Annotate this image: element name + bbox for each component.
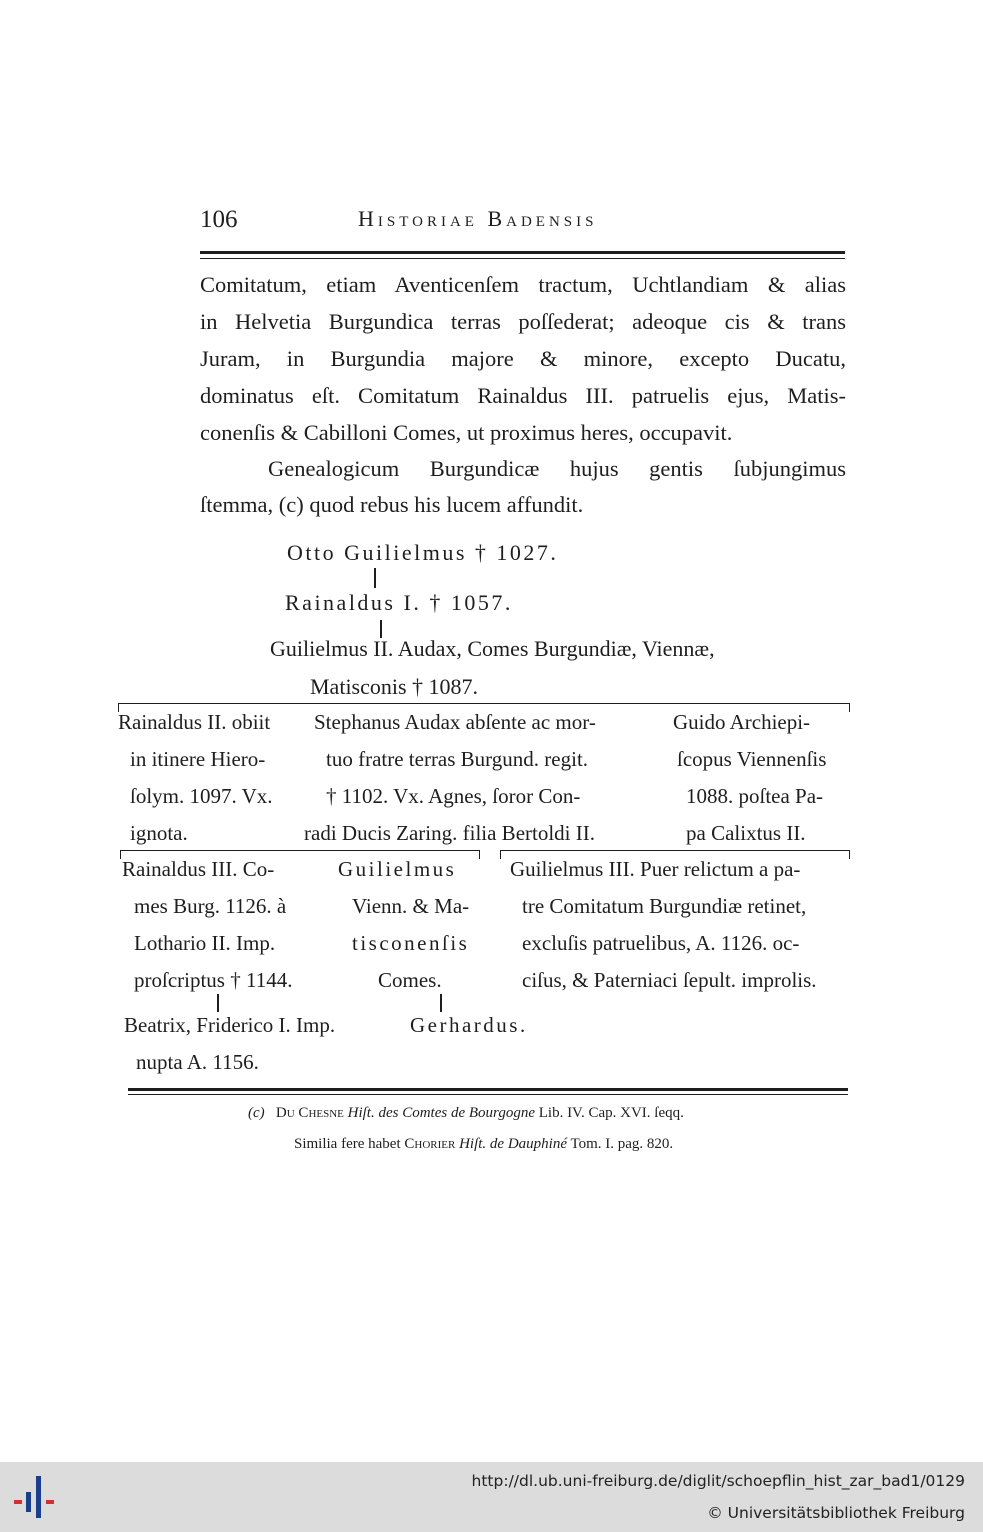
- running-title: Historiae Badensis: [358, 206, 598, 231]
- cell-line: Comes.: [378, 968, 442, 992]
- tree-connector: [374, 568, 376, 588]
- gen1-otto: Otto Guilielmus † 1027.: [287, 540, 559, 565]
- footnote-author: Du Chesne: [275, 1105, 344, 1121]
- cell-line: Guilielmus: [338, 857, 457, 881]
- cell-line: ignota.: [130, 821, 188, 845]
- footnote-rule-thin: [128, 1094, 848, 1095]
- cell-line: ſolym. 1097. Vx.: [130, 784, 273, 808]
- cell-line: tre Comitatum Burgundiæ retinet,: [522, 894, 807, 918]
- cell-line: Lothario II. Imp.: [134, 931, 276, 955]
- cell-line: nupta A. 1156.: [136, 1050, 259, 1074]
- cell-line: pa Calixtus II.: [686, 821, 806, 845]
- header-rule-thick: [200, 251, 845, 254]
- gen3-guilielmus-line1: Guilielmus II. Audax, Comes Burgundiæ, Viennæ,: [270, 636, 715, 661]
- gen6-gerhardus: Gerhardus.: [410, 1013, 528, 1037]
- footnote-title: Hiſt. des Comtes de Bourgogne: [347, 1105, 535, 1121]
- text-line: dominatus eſt. Comitatum Rainaldus III. patruelis ejus, Matis-: [200, 383, 846, 408]
- cell-line: 1088. poſtea Pa-: [686, 784, 824, 808]
- cell-line: tuo fratre terras Burgund. regit.: [326, 747, 589, 771]
- text-line: Juram, in Burgundia majore & minore, excepto Ducatu,: [200, 346, 846, 371]
- gen3-guilielmus-line2: Matisconis † 1087.: [310, 674, 479, 699]
- footnote-line-2: [294, 1136, 673, 1153]
- footnote-mark: (c): [248, 1105, 265, 1121]
- footer-copyright: © Universitätsbibliothek Freiburg: [707, 1504, 965, 1522]
- text-line: in Helvetia Burgundica terras poſſederat; adeoque cis & trans: [200, 309, 846, 334]
- cell-line: ſcopus Viennenſis: [677, 747, 827, 771]
- text-line: conenſis & Cabilloni Comes, ut proximus heres, occupavit.: [200, 420, 733, 445]
- text-line: Genealogicum Burgundicæ hujus gentis ſubjungimus: [268, 456, 846, 481]
- cell-line: Rainaldus II. obiit: [118, 710, 271, 734]
- cell-line: Guido Archiepi-: [673, 710, 811, 734]
- cell-line: in itinere Hiero-: [130, 747, 266, 771]
- cell-line: ciſus, & Paterniaci ſepult. improlis.: [522, 968, 817, 992]
- cell-line: Rainaldus III. Co-: [122, 857, 275, 881]
- page-number: 106: [200, 206, 238, 233]
- gen2-rainaldus: Rainaldus I. † 1057.: [285, 590, 513, 615]
- header-rule-thin: [200, 258, 845, 259]
- footnote-line-1: [248, 1105, 684, 1122]
- cell-line: radi Ducis Zaring. filia Bertoldi II.: [304, 821, 595, 845]
- cell-line: Guilielmus III. Puer relictum a pa-: [510, 857, 801, 881]
- footer-bar: [0, 1462, 983, 1532]
- cell-line: † 1102. Vx. Agnes, ſoror Con-: [326, 784, 581, 808]
- cell-line: Vienn. & Ma-: [352, 894, 470, 918]
- text-line: ſtemma, (c) quod rebus his lucem affundit.: [200, 492, 584, 517]
- cell-line: excluſis patruelibus, A. 1126. oc-: [522, 931, 800, 955]
- footnote-rule-thick: [128, 1088, 848, 1091]
- cell-line: tisconenſis: [352, 931, 470, 955]
- footnote-pre: Similia fere habet: [294, 1136, 401, 1152]
- footnote-ref: Tom. I. pag. 820.: [570, 1136, 674, 1152]
- cell-line: proſcriptus † 1144.: [134, 968, 293, 992]
- tree-connector: [217, 994, 219, 1012]
- ub-freiburg-logo-icon: [14, 1472, 64, 1522]
- footer-url-link[interactable]: http://dl.ub.uni-freiburg.de/diglit/schoepflin_hist_zar_bad1/0129: [471, 1472, 965, 1490]
- text-line: Comitatum, etiam Aventicenſem tractum, Uchtlandiam & alias: [200, 272, 846, 297]
- cell-line: Stephanus Audax abſente ac mor-: [314, 710, 596, 734]
- footnote-ref: Lib. IV. Cap. XVI. ſeqq.: [538, 1105, 684, 1121]
- tree-connector: [440, 994, 442, 1012]
- footnote-author: Chorier: [404, 1136, 456, 1152]
- cell-line: mes Burg. 1126. à: [134, 894, 287, 918]
- cell-line: Beatrix, Friderico I. Imp.: [124, 1013, 336, 1037]
- footnote-title: Hiſt. de Dauphiné: [459, 1136, 567, 1152]
